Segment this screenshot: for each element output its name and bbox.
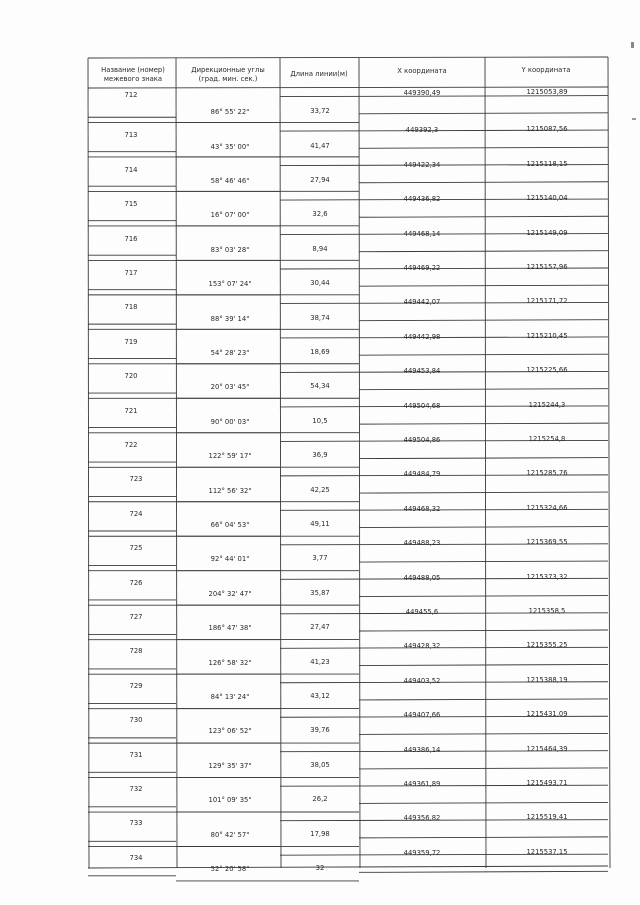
table-top-border — [88, 57, 608, 58]
column-border — [485, 57, 486, 868]
point-y-coordinate: 1215388,19 — [526, 675, 568, 684]
header-name-line1: Название (номер) — [101, 66, 165, 74]
row-separator — [359, 871, 608, 872]
row-separator — [359, 837, 608, 838]
point-y-coordinate: 1215118,15 — [526, 159, 568, 168]
point-x-coordinate: 449455,6 — [405, 608, 439, 616]
point-y-coordinate: 1215358,5 — [528, 607, 566, 615]
header-x: X координата — [397, 67, 447, 75]
point-name: 715 — [124, 200, 138, 209]
row-separator — [359, 596, 608, 597]
point-y-coordinate: 1215519,41 — [526, 813, 568, 822]
point-x-coordinate: 449469,22 — [403, 264, 441, 272]
header-y: Y координата — [521, 66, 571, 74]
point-name: 730 — [129, 716, 143, 725]
point-name: 722 — [124, 441, 138, 449]
point-x-coordinate: 449390,49 — [403, 89, 441, 97]
point-name: 716 — [124, 234, 138, 243]
line-direction-angle: 204° 32' 47" — [208, 589, 252, 598]
point-name: 726 — [129, 578, 143, 587]
row-separator — [359, 527, 608, 528]
line-length: 54,34 — [310, 382, 330, 391]
point-x-coordinate: 449436,82 — [403, 195, 441, 204]
line-direction-angle: 84° 13' 24" — [210, 693, 250, 701]
line-length: 27,47 — [310, 623, 330, 632]
line-direction-angle: 112° 56' 32" — [208, 486, 252, 495]
point-name: 714 — [124, 165, 138, 174]
point-name: 717 — [124, 269, 138, 277]
column-border — [176, 58, 177, 868]
point-y-coordinate: 1215369,55 — [526, 538, 568, 547]
line-length: 33,72 — [310, 107, 330, 116]
point-name: 718 — [124, 303, 138, 312]
point-x-coordinate: 449488,05 — [403, 573, 441, 582]
point-name: 732 — [129, 785, 143, 793]
line-direction-angle: 153° 07' 24" — [208, 280, 252, 289]
point-x-coordinate: 449442,98 — [403, 332, 441, 341]
line-direction-angle: 58° 46' 46" — [210, 177, 250, 185]
row-separator — [359, 423, 608, 424]
row-separator — [359, 699, 608, 700]
row-separator — [359, 561, 608, 562]
point-y-coordinate: 1215537,15 — [526, 847, 568, 856]
point-name: 712 — [124, 91, 138, 99]
line-direction-angle: 123° 06' 52" — [208, 727, 252, 736]
line-length: 27,94 — [310, 176, 330, 184]
point-x-coordinate: 449356,82 — [403, 814, 441, 823]
point-y-coordinate: 1215140,04 — [526, 194, 568, 203]
point-x-coordinate: 449428,32 — [403, 642, 441, 651]
line-direction-angle: 101° 09' 35" — [208, 796, 252, 805]
point-x-coordinate: 449422,34 — [403, 160, 441, 169]
row-separator — [359, 492, 608, 493]
point-y-coordinate: 1215431,09 — [526, 710, 568, 719]
line-length: 8,94 — [312, 244, 328, 253]
point-x-coordinate: 449386,14 — [403, 745, 441, 754]
line-direction-angle: 122° 59' 17" — [208, 452, 252, 461]
point-y-coordinate: 1215493,71 — [526, 779, 568, 787]
line-direction-angle: 80° 42' 57" — [210, 830, 250, 839]
point-y-coordinate: 1215225,66 — [526, 366, 568, 375]
point-y-coordinate: 1215171,72 — [526, 297, 568, 306]
point-x-coordinate: 449468,14 — [403, 229, 441, 238]
row-separator — [359, 664, 608, 665]
point-name: 729 — [129, 681, 143, 690]
point-y-coordinate: 1215087,56 — [526, 125, 568, 134]
line-direction-angle: 90° 00' 03" — [210, 417, 250, 426]
row-separator — [359, 458, 608, 459]
line-length: 38,05 — [310, 760, 330, 769]
table-bottom-border — [88, 866, 608, 868]
column-border — [359, 58, 360, 868]
line-length: 18,69 — [310, 348, 330, 356]
point-name: 719 — [124, 337, 138, 346]
header-angle-line1: Дирекционные углы — [191, 66, 265, 74]
column-border — [88, 58, 89, 868]
header-angle — [178, 66, 278, 84]
point-x-coordinate: 449359,72 — [403, 848, 441, 857]
point-y-coordinate: 1215053,89 — [526, 88, 568, 96]
row-separator — [359, 630, 608, 631]
line-direction-angle: 20° 03' 45" — [210, 383, 250, 392]
line-length: 3,77 — [312, 554, 328, 563]
point-y-coordinate: 1215244,3 — [528, 400, 566, 409]
line-length: 41,23 — [310, 657, 330, 666]
point-name: 723 — [129, 475, 143, 484]
point-y-coordinate: 1215355,25 — [526, 641, 568, 650]
column-border — [280, 58, 281, 868]
line-direction-angle: 129° 35' 37" — [208, 761, 252, 770]
line-length: 38,74 — [310, 313, 330, 322]
point-name: 713 — [124, 131, 138, 140]
point-y-coordinate: 1215157,96 — [526, 263, 568, 271]
point-name: 720 — [124, 372, 138, 381]
point-name: 721 — [124, 406, 138, 415]
line-length: 36,9 — [312, 451, 328, 460]
point-x-coordinate: 449484,79 — [403, 470, 441, 479]
point-y-coordinate: 1215464,39 — [526, 744, 568, 753]
line-length: 39,76 — [310, 726, 330, 735]
line-direction-angle: 66° 04' 53" — [210, 521, 250, 529]
line-direction-angle: 54° 28' 23" — [210, 349, 250, 357]
row-separator — [359, 733, 608, 734]
row-separator — [359, 216, 608, 217]
row-separator — [359, 354, 608, 355]
line-direction-angle: 88° 39' 14" — [210, 314, 250, 323]
line-length: 49,11 — [310, 520, 330, 528]
line-length: 42,25 — [310, 485, 330, 494]
point-y-coordinate: 1215373,32 — [526, 572, 568, 581]
point-y-coordinate: 1215210,45 — [526, 331, 568, 340]
line-length: 32,6 — [312, 210, 328, 219]
line-direction-angle: 16° 07' 00" — [210, 211, 250, 220]
point-x-coordinate: 449403,52 — [403, 676, 441, 685]
row-separator — [359, 802, 608, 803]
header-name-line2: межевого знака — [103, 75, 163, 83]
point-x-coordinate: 449504,86 — [403, 436, 441, 444]
point-name: 724 — [129, 509, 143, 518]
header-length: Длина линии(м) — [290, 70, 348, 78]
point-name: 727 — [129, 613, 143, 621]
line-direction-angle: 52° 20' 58" — [210, 865, 250, 873]
point-y-coordinate: 1215324,66 — [526, 503, 568, 512]
point-y-coordinate: 1215149,09 — [526, 228, 568, 237]
header-name — [90, 66, 176, 84]
line-length: 35,87 — [310, 588, 330, 597]
point-x-coordinate: 449361,89 — [403, 780, 441, 788]
line-length: 32 — [315, 864, 325, 872]
point-name: 725 — [129, 544, 143, 553]
point-name: 733 — [129, 819, 143, 828]
line-direction-angle: 43° 35' 00" — [210, 142, 250, 151]
line-direction-angle: 86° 55' 22" — [210, 108, 250, 117]
point-name: 734 — [129, 853, 143, 862]
line-direction-angle: 186° 47' 38" — [208, 624, 252, 633]
line-direction-angle: 92° 44' 01" — [210, 555, 250, 564]
line-length: 17,98 — [310, 829, 330, 838]
point-x-coordinate: 449468,32 — [403, 504, 441, 513]
row-separator — [359, 182, 608, 183]
point-name: 731 — [129, 750, 143, 759]
row-separator — [359, 251, 608, 252]
line-direction-angle: 83° 03' 28" — [210, 245, 250, 254]
point-x-coordinate: 449442,07 — [403, 298, 441, 307]
line-length: 10,5 — [312, 416, 328, 425]
point-y-coordinate: 1215254,8 — [528, 435, 566, 443]
point-x-coordinate: 449488,23 — [403, 539, 441, 548]
header-angle-line2: (град. мин. сек.) — [198, 75, 258, 83]
point-x-coordinate: 449504,68 — [403, 401, 441, 410]
row-separator — [359, 320, 608, 321]
point-x-coordinate: 449392,3 — [405, 126, 439, 135]
line-length: 30,44 — [310, 279, 330, 288]
line-length: 43,12 — [310, 692, 330, 700]
point-x-coordinate: 449407,66 — [403, 711, 441, 720]
row-separator — [359, 285, 608, 286]
row-separator — [359, 113, 608, 114]
line-length: 41,47 — [310, 141, 330, 150]
column-border — [608, 57, 610, 868]
point-x-coordinate: 449453,84 — [403, 367, 441, 376]
row-separator — [359, 389, 608, 390]
row-separator — [359, 768, 608, 769]
line-direction-angle: 126° 58' 32" — [208, 658, 252, 667]
row-separator — [359, 147, 608, 148]
point-name: 728 — [129, 647, 143, 656]
line-length: 26,2 — [312, 795, 328, 804]
point-y-coordinate: 1215285,76 — [526, 469, 568, 478]
